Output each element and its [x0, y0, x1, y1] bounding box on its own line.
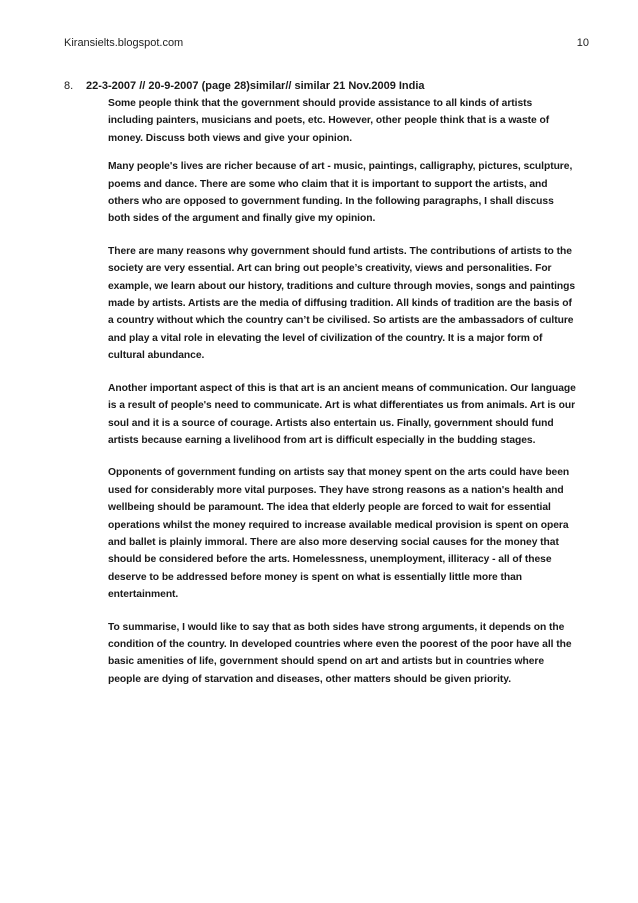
question-block — [64, 78, 576, 94]
question-number: 8. — [64, 80, 74, 92]
page-number: 10 — [576, 37, 589, 49]
paragraph-support-reasons: There are many reasons why government should fund artists. The contributions of artists to the society are very essential. Art can bring out people’s creativity, views and personalities. For example, we learn about our history, traditions and culture through movies, songs and paintings made by artists. Artists are the media of diffusing tradition. All kinds of tradition are the basis of a country without which the country can’t be civilised. So artists are the ambassadors of culture and play a vital role in elevating the level of civilization of the country. It is a major form of cultural abundance. — [108, 245, 576, 362]
site-name: Kiransielts.blogspot.com — [64, 37, 184, 49]
question-title: 22-3-2007 // 20-9-2007 (page 28)similar// similar 21 Nov.2009 India — [86, 80, 425, 92]
essay-body — [108, 95, 578, 703]
paragraph-opponents: Opponents of government funding on artists say that money spent on the arts could have been used for considerably more vital purposes. They have strong reasons as a nation's health and wellbeing should be paramount. The idea that elderly people are forced to wait for essential operations whilst the money required to increase available medical provision is spent on opera and ballet is plainly immoral. There are also more deserving social causes for the money that should be considered before the arts. Homelessness, unemployment, illiteracy - all of these deserve to be addressed before money is spent on what is essentially little more than entertainment. — [108, 467, 570, 601]
paragraph-communication: Another important aspect of this is that art is an ancient means of communication. Our language is a result of people's need to communicate. Art is what differentiates us from animals. Art is our soul and it is a source of courage. Artists also entertain us. Finally, government should fund artists because earning a livelihood from art is difficult especially in the budding stages. — [108, 382, 576, 446]
question-heading — [64, 78, 576, 94]
paragraph-conclusion: To summarise, I would like to say that as both sides have strong arguments, it depends on the condition of the country. In developed countries where even the poorest of the poor have all the basic amenities of life, government should spend on art and artists but in countries where people are dying of starvation and diseases, other matters should be given priority. — [108, 621, 572, 685]
task-prompt: Some people think that the government should provide assistance to all kinds of artists including painters, musicians and poets, etc. However, other people think that is a waste of money. Discuss both views and give your opinion. — [108, 98, 550, 144]
paragraph-introduction: Many people's lives are richer because of art - music, paintings, calligraphy, pictures, sculpture, poems and dance. There are some who claim that it is important to support the artists, and others who are opposed to government funding. In the following paragraphs, I shall discuss both sides of the argument and finally give my opinion. — [108, 161, 573, 225]
page-header — [64, 37, 589, 53]
